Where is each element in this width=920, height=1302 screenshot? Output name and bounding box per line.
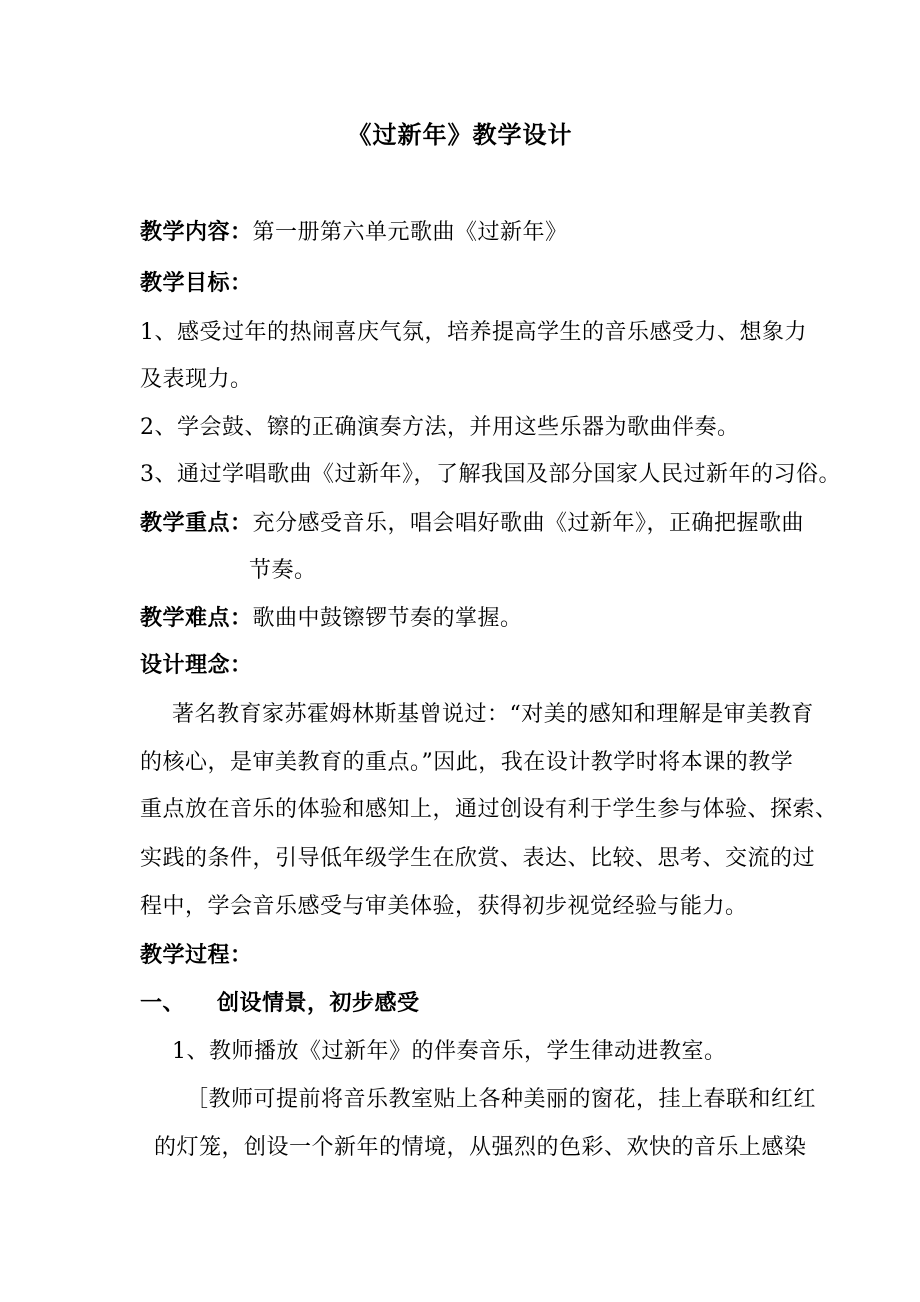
section-1-number: 一、 bbox=[140, 990, 186, 1016]
content-label: 教学内容： bbox=[140, 219, 253, 245]
goal-1-line-1: 1、感受过年的热闹喜庆气氛，培养提高学生的音乐感受力、想象力 bbox=[140, 320, 807, 345]
goals-heading: 教学目标： bbox=[140, 270, 253, 296]
content-text: 第一册第六单元歌曲《过新年》 bbox=[252, 220, 568, 245]
goal-1-line-2: 及表现力。 bbox=[140, 367, 253, 392]
concept-line-1: 著名教育家苏霍姆林斯基曾说过：“对美的感知和理解是审美教育 bbox=[172, 702, 814, 727]
difficulty-row bbox=[140, 605, 523, 632]
step-1: 1、教师播放《过新年》的伴奏音乐，学生律动进教室。 bbox=[172, 1039, 727, 1064]
section-1-heading bbox=[140, 990, 420, 1016]
concept-heading: 设计理念： bbox=[140, 652, 253, 678]
key-point-text-line-2: 节奏。 bbox=[249, 558, 317, 583]
goal-3: 3、通过学唱歌曲《过新年》，了解我国及部分国家人民过新年的习俗。 bbox=[140, 462, 841, 487]
key-point-label: 教学重点： bbox=[140, 510, 253, 536]
note-line-1: ［教师可提前将音乐教室贴上各种美丽的窗花，挂上春联和红红 bbox=[186, 1087, 817, 1112]
note-line-2: 的灯笼，创设一个新年的情境，从强烈的色彩、欢快的音乐上感染 bbox=[154, 1135, 807, 1160]
concept-line-4: 实践的条件，引导低年级学生在欣赏、表达、比较、思考、交流的过 bbox=[140, 846, 816, 871]
key-point-text-line-1: 充分感受音乐，唱会唱好歌曲《过新年》，正确把握歌曲 bbox=[252, 511, 805, 536]
key-point-row bbox=[140, 510, 804, 537]
process-heading: 教学过程： bbox=[140, 942, 253, 968]
concept-line-3: 重点放在音乐的体验和感知上，通过创设有利于学生参与体验、探索、 bbox=[140, 797, 838, 822]
section-1-title: 创设情景，初步感受 bbox=[217, 990, 420, 1016]
concept-line-5: 程中，学会音乐感受与审美体验，获得初步视觉经验与能力。 bbox=[140, 894, 748, 919]
difficulty-label: 教学难点： bbox=[140, 605, 253, 631]
concept-line-2: 的核心，是审美教育的重点。”因此，我在设计教学时将本课的教学 bbox=[140, 750, 794, 775]
document-title: 《过新年》教学设计 bbox=[347, 120, 573, 149]
difficulty-text: 歌曲中鼓镲锣节奏的掌握。 bbox=[252, 606, 523, 631]
goal-2: 2、学会鼓、镲的正确演奏方法，并用这些乐器为歌曲伴奏。 bbox=[140, 415, 740, 440]
content-row bbox=[140, 219, 568, 246]
